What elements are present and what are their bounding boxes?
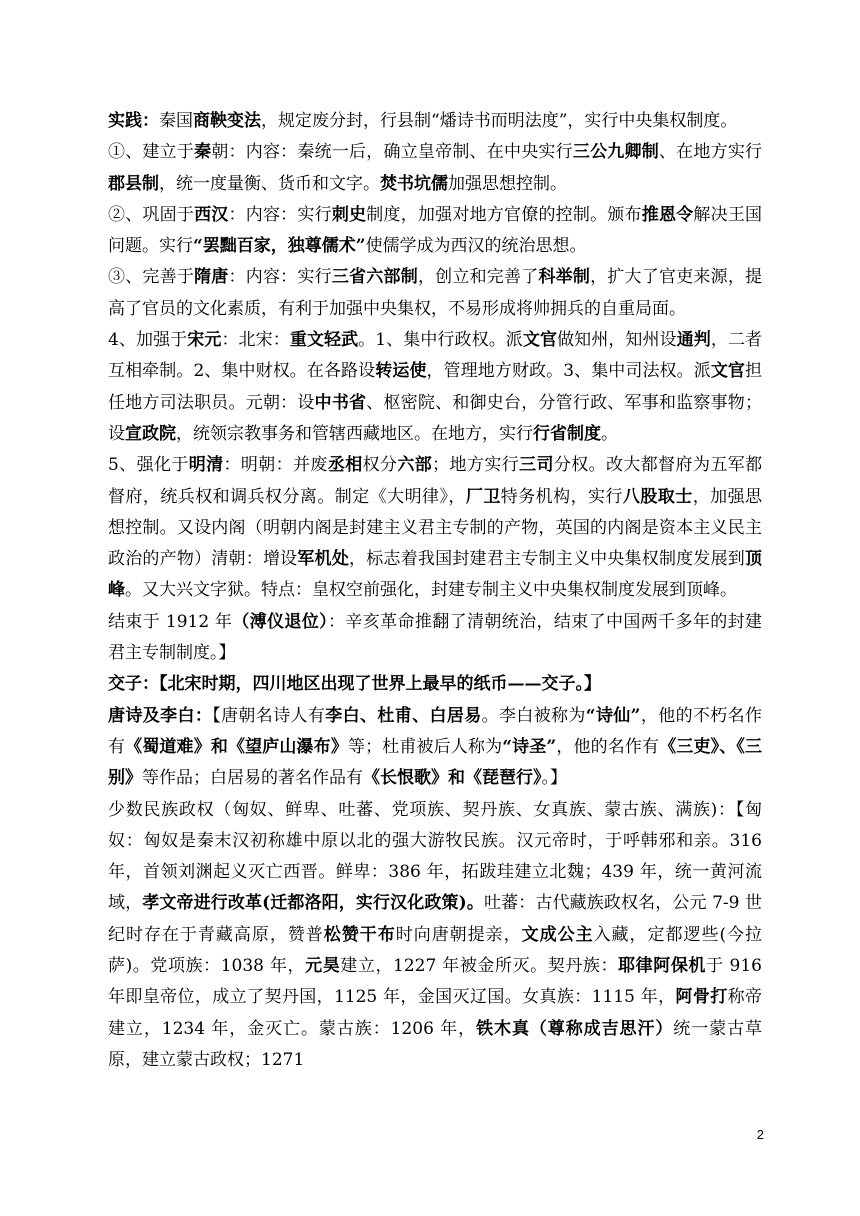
bold-text: “诗圣”	[502, 736, 557, 757]
bold-text: 八股取士	[622, 486, 693, 507]
bold-text: 文成公主	[521, 924, 594, 945]
text-run: 。	[601, 423, 618, 444]
text-run: ，管理地方财政。3、集中司法权。派	[426, 361, 711, 382]
paragraph	[108, 669, 762, 700]
bold-text: 明清	[188, 455, 224, 476]
bold-text: 孝文帝进行改革(迁都洛阳，实行汉化政策)。	[142, 893, 484, 914]
bold-text: 丞相	[327, 455, 363, 476]
text-run: 加强思想控制。	[448, 173, 567, 194]
text-run: ②、巩固于	[108, 204, 195, 225]
bold-text: 转运使	[375, 361, 427, 382]
bold-text: 秦	[194, 142, 212, 163]
text-run: 吐蕃：古代藏族政权名，公元 7-9 世纪时存在于青藏高原，赞普	[108, 893, 762, 945]
text-run: ③、完善于	[108, 267, 195, 288]
text-run: ，他的名作有	[556, 736, 660, 757]
text-run: ，创立和完善了	[417, 267, 539, 288]
text-run: 权分	[362, 455, 398, 476]
bold-text: 三公九卿制	[572, 142, 659, 163]
bold-text: 推恩令	[641, 204, 694, 225]
bold-text: “罢黜百家，独尊儒术”	[193, 236, 366, 257]
text-run: 结束于 1912 年	[108, 611, 233, 632]
paragraph	[108, 450, 762, 606]
text-run: 使儒学成为西汉的统治思想。	[365, 236, 587, 257]
text-run: ：明朝：并废	[223, 455, 328, 476]
paragraph	[108, 795, 762, 1077]
text-run: 、枢密院、和御史台，分管行政、军事和监察事物；设	[108, 392, 763, 444]
text-run: 入藏，定都逻些(今拉萨)。党项族：1038 年，	[108, 924, 763, 977]
text-run: ，扩大了官吏来源，提高了官员的文化素质，有利于加强中央集权，不易形成将帅拥兵的自重局面。	[108, 267, 763, 319]
bold-text: 三司	[519, 455, 554, 476]
text-run: 。1、集中行政权。派	[358, 330, 523, 351]
bold-text: 中书省	[314, 392, 367, 413]
text-run: ，规定废分封，行县制“燔诗书而明法度”，实行中央集权制度。	[261, 111, 738, 131]
bold-text: 隋唐	[194, 267, 229, 288]
text-run: ，统一度量衡、货币和文字。	[159, 173, 380, 194]
bold-text: 阿骨打	[675, 987, 728, 1008]
bold-text: 西汉	[194, 204, 229, 225]
bold-text: 《长恨歌》和《琵琶行》	[363, 768, 542, 789]
bold-text: 实践：	[108, 111, 159, 131]
bold-text: 刺史	[331, 204, 367, 225]
text-run: 。李白被称为	[481, 705, 586, 726]
bold-text: 宣政院	[125, 423, 176, 444]
text-run: ，统领宗教事务和管辖西藏地区。在地方，实行	[176, 423, 533, 444]
text-run: 称帝建立，1234 年，金灭亡。蒙古族：1206 年，	[108, 987, 763, 1039]
bold-text: （溥仪退位）	[232, 611, 329, 632]
bold-text: 文官	[522, 330, 558, 351]
paragraph	[108, 325, 762, 450]
paragraph	[108, 137, 762, 200]
text-run: 少数民族政权（匈奴、鲜卑、吐蕃、党项族、契丹族、女真族、蒙古族、满族)：【匈奴：匈奴是秦末汉初称雄中原以北的强大游牧民族。汉元帝时，于呼韩邪和亲。316 年，首领刘渊起义灭亡西晋。鲜卑：386 年，拓跋珪建立北魏；439 年，统一黄河流域，	[108, 799, 762, 914]
text-run: 等；杜甫被后人称为	[347, 736, 503, 757]
paragraph	[108, 200, 762, 263]
text-run: 。】	[541, 768, 567, 789]
text-run: 时向唐朝提亲，	[395, 924, 522, 945]
bold-text: 六部	[397, 455, 433, 476]
text-run: 统一蒙古草原，建立蒙古政权；1271	[108, 1018, 763, 1070]
bold-text: 铁木真（尊称成吉思汗）	[476, 1018, 674, 1039]
bold-text: 行省制度	[533, 423, 601, 444]
text-run: 制度，加强对地方官僚的控制。颁布	[366, 204, 642, 225]
text-run: 于 916 年即皇帝位，成立了契丹国，1125 年，金国灭辽国。女真族：1115 年，	[108, 956, 762, 1008]
bold-text: 重文轻武	[289, 330, 359, 351]
bold-text: 郡县制	[108, 173, 159, 194]
bold-text: 唐诗及李白：	[108, 705, 213, 726]
bold-text: 《蜀道难》和《望庐山瀑布》	[125, 736, 348, 757]
paragraph	[108, 607, 762, 670]
text-run: 。又大兴文字狱。特点：皇权空前强化，封建专制主义中央集权制度发展到顶峰。	[125, 580, 737, 601]
text-run: 4、加强于	[108, 330, 188, 351]
text-run: 秦国	[159, 111, 193, 131]
text-run: 【唐朝名诗人有	[212, 705, 326, 726]
text-run: 朝：内容：秦统一后，确立皇帝制、在中央实行	[211, 142, 573, 163]
bold-text: 文官	[710, 361, 745, 382]
text-run: 特务机构，实行	[500, 486, 623, 507]
text-run: 做知州，知州设	[557, 330, 677, 351]
bold-text: 通判	[676, 330, 711, 351]
text-run: ，标志着我国封建君主专制主义中央集权制度发展到	[349, 549, 746, 570]
text-run: ：内容：实行	[228, 267, 332, 288]
text-run: 5、强化于	[108, 455, 189, 476]
bold-text: 耶律阿保机	[618, 956, 706, 977]
text-run: ①、建立于	[108, 142, 195, 163]
text-run: 分权。改大都督府为五军都督府，统兵权和调兵权分离。制定《大明律》，	[108, 455, 763, 507]
bold-text: 元昊	[305, 956, 341, 977]
page-number: 2	[756, 1127, 764, 1142]
bold-text: 交子：【北宋时期，四川地区出现了世界上最早的纸币——交子。】	[108, 674, 601, 695]
bold-text: 三省六部制	[331, 267, 418, 288]
text-run: ，他的不朽名作有	[108, 705, 763, 757]
text-run: 、在地方实行	[658, 142, 763, 163]
paragraph	[108, 262, 762, 325]
bold-text: 军机处	[297, 549, 350, 570]
text-run: ，加强思想控制。又设内阁（明朝内阁是封建主义君主专制的产物，英国的内阁是资本主义民主政治的产物）清朝：增设	[108, 486, 763, 570]
bold-text: 顶峰	[108, 549, 763, 601]
bold-text: 松赞干布	[323, 924, 396, 945]
bold-text: 李白、杜甫、白居易	[325, 705, 482, 726]
bold-text: 焚书坑儒	[380, 173, 448, 194]
paragraph	[108, 701, 762, 795]
bold-text: 厂卫	[465, 486, 501, 507]
bold-text: 宋元	[187, 330, 222, 351]
text-run: 担任地方司法职员。元朝：设	[108, 361, 762, 413]
text-run: ：北宋：	[221, 330, 290, 351]
document-body	[108, 106, 762, 1076]
text-run: ：内容：实行	[228, 204, 332, 225]
bold-text: “诗仙”	[585, 705, 641, 726]
bold-text: 《三吏》、《三别》	[108, 736, 763, 789]
text-run: ；地方实行	[432, 455, 520, 476]
paragraph	[108, 106, 762, 137]
text-run: 等作品；白居易的著名作品有	[142, 768, 363, 789]
text-run: ，二者互相牵制。2、集中财权。在各路设	[108, 330, 763, 382]
text-run: 解决王国问题。实行	[108, 204, 763, 257]
bold-text: 商鞅变法	[193, 111, 261, 131]
text-run: ：辛亥革命推翻了清朝统治，结束了中国两千多年的封建君主专制制度。】	[108, 611, 763, 664]
bold-text: 科举制	[538, 267, 591, 288]
text-run: 建立，1227 年被金所灭。契丹族：	[340, 956, 619, 977]
